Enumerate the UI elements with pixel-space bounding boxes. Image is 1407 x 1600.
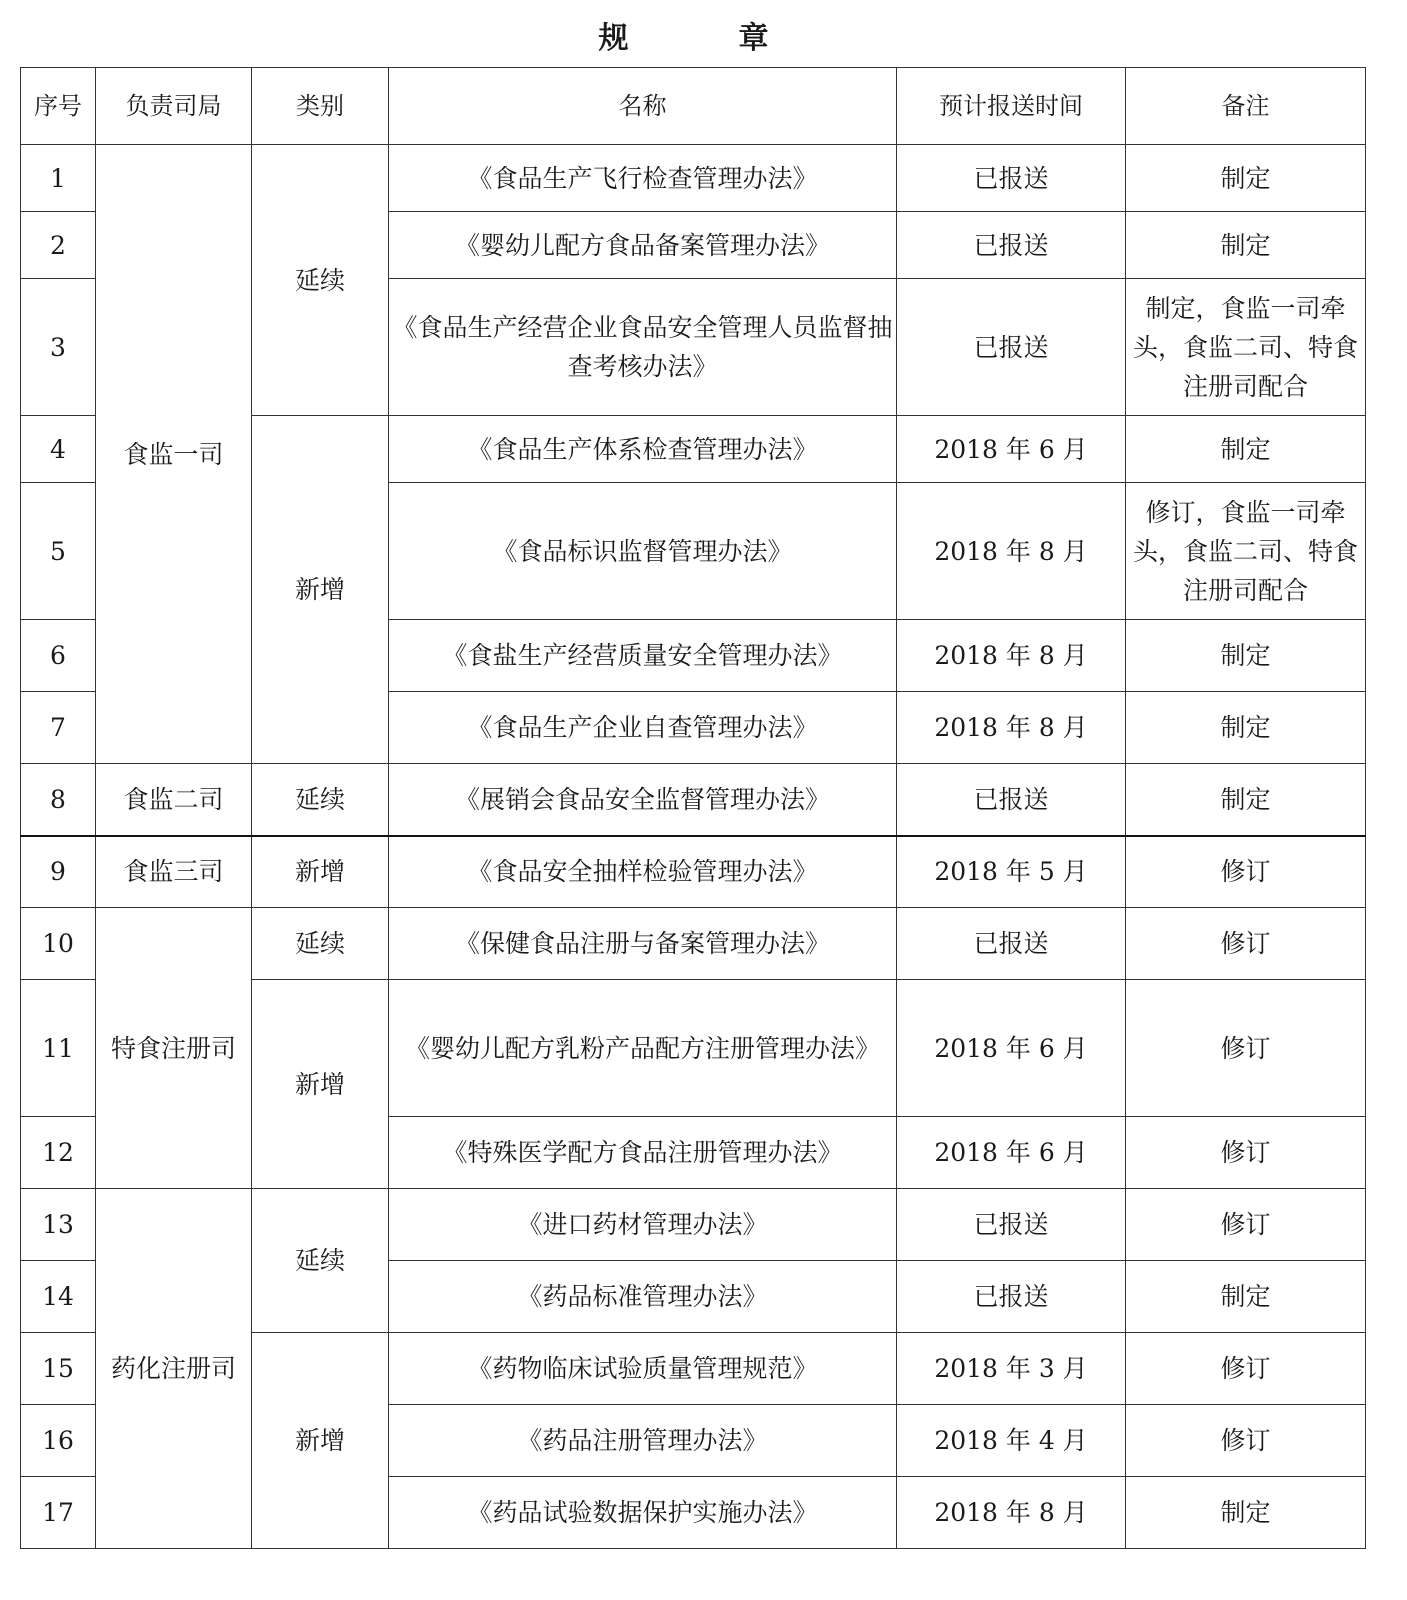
note-cell: 制定 [1126, 692, 1366, 764]
dept-cell: 特食注册司 [96, 908, 252, 1189]
note-cell: 制定 [1126, 1261, 1366, 1333]
regulation-name: 《食品生产企业自查管理办法》 [389, 692, 897, 764]
submit-time: 已报送 [897, 145, 1126, 212]
submit-time: 已报送 [897, 279, 1126, 416]
regulation-name: 《食品生产经营企业食品安全管理人员监督抽查考核办法》 [389, 279, 897, 416]
regulations-table [20, 67, 1366, 1549]
row-seq: 6 [21, 620, 96, 692]
submit-time: 2018 年 5 月 [897, 836, 1126, 908]
note-cell: 制定 [1126, 212, 1366, 279]
submit-time: 2018 年 6 月 [897, 416, 1126, 483]
table-row [21, 764, 1366, 836]
submit-time: 已报送 [897, 1261, 1126, 1333]
regulation-name: 《食品标识监督管理办法》 [389, 483, 897, 620]
row-seq: 13 [21, 1189, 96, 1261]
regulation-name: 《药物临床试验质量管理规范》 [389, 1333, 897, 1405]
category-cell: 新增 [252, 416, 389, 764]
category-cell: 新增 [252, 980, 389, 1189]
note-cell: 制定 [1126, 145, 1366, 212]
regulation-name: 《药品标准管理办法》 [389, 1261, 897, 1333]
row-seq: 8 [21, 764, 96, 836]
note-cell: 修订 [1126, 980, 1366, 1117]
row-seq: 10 [21, 908, 96, 980]
regulation-name: 《保健食品注册与备案管理办法》 [389, 908, 897, 980]
submit-time: 2018 年 8 月 [897, 620, 1126, 692]
header-category: 类别 [252, 68, 389, 145]
submit-time: 2018 年 4 月 [897, 1405, 1126, 1477]
submit-time: 已报送 [897, 908, 1126, 980]
row-seq: 16 [21, 1405, 96, 1477]
submit-time: 2018 年 8 月 [897, 483, 1126, 620]
category-cell: 新增 [252, 1333, 389, 1549]
page-title: 规 章 [598, 21, 809, 56]
row-seq: 11 [21, 980, 96, 1117]
header-time: 预计报送时间 [897, 68, 1126, 145]
row-seq: 5 [21, 483, 96, 620]
row-seq: 3 [21, 279, 96, 416]
header-dept: 负责司局 [96, 68, 252, 145]
note-cell: 修订 [1126, 908, 1366, 980]
dept-cell: 食监三司 [96, 836, 252, 908]
submit-time: 已报送 [897, 1189, 1126, 1261]
row-seq: 9 [21, 836, 96, 908]
category-cell: 延续 [252, 1189, 389, 1333]
submit-time: 2018 年 8 月 [897, 1477, 1126, 1549]
submit-time: 2018 年 6 月 [897, 1117, 1126, 1189]
header-seq: 序号 [21, 68, 96, 145]
note-cell: 修订，食监一司牵头，食监二司、特食注册司配合 [1126, 483, 1366, 620]
regulation-name: 《特殊医学配方食品注册管理办法》 [389, 1117, 897, 1189]
table-row [21, 145, 1366, 212]
regulation-name: 《食品生产飞行检查管理办法》 [389, 145, 897, 212]
category-cell: 延续 [252, 908, 389, 980]
category-cell: 新增 [252, 836, 389, 908]
row-seq: 15 [21, 1333, 96, 1405]
header-note: 备注 [1126, 68, 1366, 145]
header-row [21, 68, 1366, 145]
category-cell: 延续 [252, 145, 389, 416]
regulation-name: 《食盐生产经营质量安全管理办法》 [389, 620, 897, 692]
header-name: 名称 [389, 68, 897, 145]
row-seq: 4 [21, 416, 96, 483]
regulation-name: 《药品试验数据保护实施办法》 [389, 1477, 897, 1549]
regulation-name: 《婴幼儿配方乳粉产品配方注册管理办法》 [389, 980, 897, 1117]
note-cell: 修订 [1126, 1333, 1366, 1405]
regulation-name: 《婴幼儿配方食品备案管理办法》 [389, 212, 897, 279]
note-cell: 制定，食监一司牵头，食监二司、特食注册司配合 [1126, 279, 1366, 416]
dept-cell: 食监一司 [96, 145, 252, 764]
row-seq: 2 [21, 212, 96, 279]
note-cell: 制定 [1126, 416, 1366, 483]
table-row [21, 1189, 1366, 1261]
note-cell: 修订 [1126, 1189, 1366, 1261]
dept-cell: 药化注册司 [96, 1189, 252, 1549]
row-seq: 17 [21, 1477, 96, 1549]
note-cell: 制定 [1126, 620, 1366, 692]
table-row [21, 836, 1366, 908]
note-cell: 制定 [1126, 764, 1366, 836]
submit-time: 已报送 [897, 212, 1126, 279]
regulation-name: 《食品生产体系检查管理办法》 [389, 416, 897, 483]
note-cell: 修订 [1126, 1405, 1366, 1477]
row-seq: 12 [21, 1117, 96, 1189]
table-row [21, 908, 1366, 980]
category-cell: 延续 [252, 764, 389, 836]
dept-cell: 食监二司 [96, 764, 252, 836]
row-seq: 1 [21, 145, 96, 212]
regulation-name: 《药品注册管理办法》 [389, 1405, 897, 1477]
regulation-name: 《展销会食品安全监督管理办法》 [389, 764, 897, 836]
note-cell: 制定 [1126, 1477, 1366, 1549]
submit-time: 2018 年 3 月 [897, 1333, 1126, 1405]
submit-time: 2018 年 8 月 [897, 692, 1126, 764]
regulation-name: 《进口药材管理办法》 [389, 1189, 897, 1261]
submit-time: 2018 年 6 月 [897, 980, 1126, 1117]
submit-time: 已报送 [897, 764, 1126, 836]
note-cell: 修订 [1126, 1117, 1366, 1189]
regulation-name: 《食品安全抽样检验管理办法》 [389, 836, 897, 908]
row-seq: 7 [21, 692, 96, 764]
row-seq: 14 [21, 1261, 96, 1333]
note-cell: 修订 [1126, 836, 1366, 908]
